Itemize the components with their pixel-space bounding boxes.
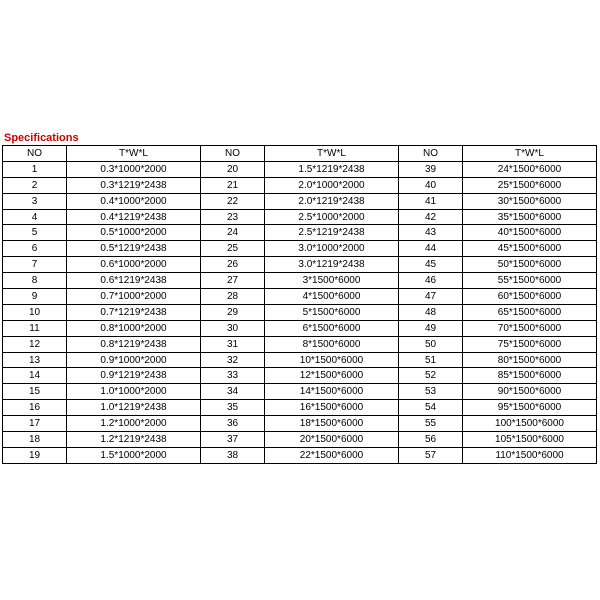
no-cell: 36 [201,416,265,432]
no-cell: 17 [3,416,67,432]
size-cell: 0.7*1000*2000 [67,289,201,305]
specifications-section [2,131,597,464]
no-cell: 23 [201,209,265,225]
specifications-title: Specifications [4,132,79,144]
size-cell: 1.5*1000*2000 [67,447,201,463]
size-cell: 100*1500*6000 [463,416,597,432]
no-cell: 50 [399,336,463,352]
no-cell: 29 [201,304,265,320]
table-row [3,400,597,416]
size-cell: 0.5*1219*2438 [67,241,201,257]
size-cell: 0.5*1000*2000 [67,225,201,241]
table-body [3,161,597,463]
size-cell: 1.0*1000*2000 [67,384,201,400]
size-cell: 25*1500*6000 [463,177,597,193]
size-cell: 5*1500*6000 [265,304,399,320]
size-cell: 20*1500*6000 [265,432,399,448]
no-cell: 45 [399,257,463,273]
table-row [3,368,597,384]
no-cell: 14 [3,368,67,384]
table-row [3,161,597,177]
size-cell: 3.0*1219*2438 [265,257,399,273]
specifications-table [2,145,597,464]
no-cell: 47 [399,289,463,305]
no-cell: 31 [201,336,265,352]
table-row [3,177,597,193]
no-cell: 15 [3,384,67,400]
size-cell: 2.5*1219*2438 [265,225,399,241]
size-cell: 22*1500*6000 [265,447,399,463]
size-cell: 2.0*1000*2000 [265,177,399,193]
no-cell: 56 [399,432,463,448]
size-cell: 80*1500*6000 [463,352,597,368]
size-cell: 0.4*1000*2000 [67,193,201,209]
table-row [3,209,597,225]
size-cell: 0.6*1000*2000 [67,257,201,273]
no-cell: 10 [3,304,67,320]
table-row [3,336,597,352]
size-cell: 45*1500*6000 [463,241,597,257]
no-cell: 27 [201,273,265,289]
no-cell: 6 [3,241,67,257]
table-row [3,241,597,257]
no-cell: 54 [399,400,463,416]
no-cell: 12 [3,336,67,352]
size-cell: 30*1500*6000 [463,193,597,209]
no-cell: 44 [399,241,463,257]
no-cell: 5 [3,225,67,241]
table-row [3,225,597,241]
size-cell: 40*1500*6000 [463,225,597,241]
size-cell: 24*1500*6000 [463,161,597,177]
header-no-1: NO [3,146,67,162]
no-cell: 39 [399,161,463,177]
no-cell: 33 [201,368,265,384]
size-cell: 12*1500*6000 [265,368,399,384]
size-cell: 16*1500*6000 [265,400,399,416]
no-cell: 41 [399,193,463,209]
size-cell: 1.2*1219*2438 [67,432,201,448]
no-cell: 13 [3,352,67,368]
no-cell: 48 [399,304,463,320]
no-cell: 38 [201,447,265,463]
size-cell: 8*1500*6000 [265,336,399,352]
size-cell: 95*1500*6000 [463,400,597,416]
no-cell: 53 [399,384,463,400]
no-cell: 20 [201,161,265,177]
no-cell: 34 [201,384,265,400]
no-cell: 46 [399,273,463,289]
no-cell: 43 [399,225,463,241]
size-cell: 0.9*1000*2000 [67,352,201,368]
header-no-3: NO [399,146,463,162]
size-cell: 18*1500*6000 [265,416,399,432]
table-row [3,193,597,209]
size-cell: 60*1500*6000 [463,289,597,305]
size-cell: 0.8*1219*2438 [67,336,201,352]
size-cell: 50*1500*6000 [463,257,597,273]
size-cell: 2.0*1219*2438 [265,193,399,209]
no-cell: 9 [3,289,67,305]
size-cell: 6*1500*6000 [265,320,399,336]
no-cell: 18 [3,432,67,448]
size-cell: 3*1500*6000 [265,273,399,289]
no-cell: 4 [3,209,67,225]
table-row [3,432,597,448]
no-cell: 16 [3,400,67,416]
header-twl-1: T*W*L [67,146,201,162]
no-cell: 25 [201,241,265,257]
no-cell: 35 [201,400,265,416]
no-cell: 24 [201,225,265,241]
no-cell: 11 [3,320,67,336]
size-cell: 10*1500*6000 [265,352,399,368]
size-cell: 85*1500*6000 [463,368,597,384]
no-cell: 26 [201,257,265,273]
table-row [3,384,597,400]
no-cell: 30 [201,320,265,336]
size-cell: 0.6*1219*2438 [67,273,201,289]
size-cell: 1.5*1219*2438 [265,161,399,177]
size-cell: 110*1500*6000 [463,447,597,463]
no-cell: 55 [399,416,463,432]
no-cell: 3 [3,193,67,209]
no-cell: 8 [3,273,67,289]
no-cell: 49 [399,320,463,336]
no-cell: 32 [201,352,265,368]
size-cell: 1.2*1000*2000 [67,416,201,432]
size-cell: 90*1500*6000 [463,384,597,400]
table-row [3,257,597,273]
table-row [3,273,597,289]
header-twl-3: T*W*L [463,146,597,162]
size-cell: 2.5*1000*2000 [265,209,399,225]
size-cell: 0.3*1219*2438 [67,177,201,193]
size-cell: 1.0*1219*2438 [67,400,201,416]
size-cell: 0.9*1219*2438 [67,368,201,384]
size-cell: 0.4*1219*2438 [67,209,201,225]
no-cell: 22 [201,193,265,209]
table-row [3,447,597,463]
no-cell: 2 [3,177,67,193]
no-cell: 19 [3,447,67,463]
no-cell: 52 [399,368,463,384]
size-cell: 4*1500*6000 [265,289,399,305]
size-cell: 75*1500*6000 [463,336,597,352]
no-cell: 1 [3,161,67,177]
size-cell: 3.0*1000*2000 [265,241,399,257]
header-no-2: NO [201,146,265,162]
size-cell: 0.7*1219*2438 [67,304,201,320]
table-row [3,352,597,368]
table-row [3,289,597,305]
no-cell: 42 [399,209,463,225]
no-cell: 28 [201,289,265,305]
header-twl-2: T*W*L [265,146,399,162]
table-row [3,416,597,432]
size-cell: 55*1500*6000 [463,273,597,289]
size-cell: 35*1500*6000 [463,209,597,225]
table-row [3,304,597,320]
table-header-row [3,146,597,162]
size-cell: 65*1500*6000 [463,304,597,320]
size-cell: 70*1500*6000 [463,320,597,336]
no-cell: 51 [399,352,463,368]
no-cell: 40 [399,177,463,193]
table-row [3,320,597,336]
no-cell: 21 [201,177,265,193]
size-cell: 14*1500*6000 [265,384,399,400]
no-cell: 7 [3,257,67,273]
no-cell: 37 [201,432,265,448]
no-cell: 57 [399,447,463,463]
size-cell: 0.3*1000*2000 [67,161,201,177]
size-cell: 105*1500*6000 [463,432,597,448]
size-cell: 0.8*1000*2000 [67,320,201,336]
